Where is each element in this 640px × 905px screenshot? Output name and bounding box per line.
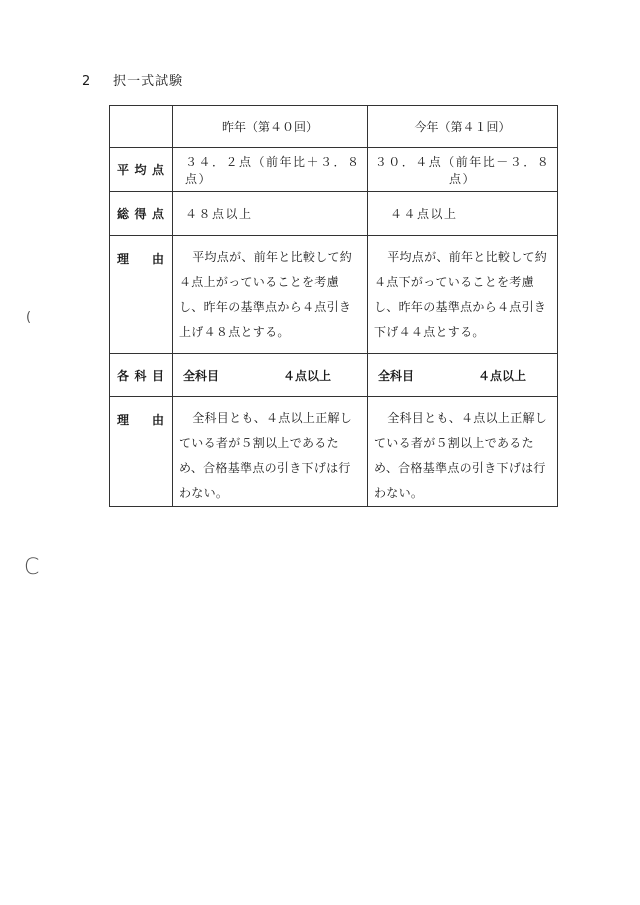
total-reason-prev-text: 平均点が、前年と比較して約４点上がっていることを考慮し、昨年の基準点から４点引き上げ４８点とする。 xyxy=(179,250,353,339)
average-curr: ３０．４点（前年比－３．８点） xyxy=(368,148,558,192)
row-label-average: 平均点 xyxy=(110,148,173,192)
subjects-reason-prev xyxy=(173,397,368,507)
section-heading xyxy=(82,70,183,89)
subjects-curr-points: ４点以上 xyxy=(478,368,527,383)
table-row-subjects xyxy=(110,354,558,397)
header-empty-cell xyxy=(110,106,173,148)
total-reason-prev xyxy=(173,236,368,354)
table-row-total xyxy=(110,192,558,236)
table-row-subjects-reason xyxy=(110,397,558,507)
header-curr-year: 今年（第４１回） xyxy=(368,106,558,148)
row-label-total-reason: 理由 xyxy=(110,236,173,354)
total-reason-curr-text: 平均点が、前年と比較して約４点下がっていることを考慮し、昨年の基準点から４点引き下げ４４点とする。 xyxy=(374,250,548,339)
table-row-average xyxy=(110,148,558,192)
margin-mark-c: C xyxy=(24,555,40,580)
table-row-total-reason xyxy=(110,236,558,354)
row-label-total: 総得点 xyxy=(110,192,173,236)
results-table xyxy=(109,105,558,507)
subjects-reason-curr xyxy=(368,397,558,507)
margin-mark-paren: ( xyxy=(26,310,32,325)
subjects-prev-points: ４点以上 xyxy=(283,368,332,383)
section-number: 2 xyxy=(82,74,92,89)
total-reason-curr xyxy=(368,236,558,354)
subjects-reason-curr-text: 全科目とも、４点以上正解している者が５割以上であるため、合格基準点の引き下げは行わない。 xyxy=(374,411,548,500)
subjects-curr-name: 全科目 xyxy=(378,368,415,383)
total-prev: ４８点以上 xyxy=(173,192,368,236)
subjects-curr xyxy=(368,354,558,397)
header-prev-year: 昨年（第４０回） xyxy=(173,106,368,148)
section-title: 択一式試験 xyxy=(113,74,184,89)
row-label-subjects: 各科目 xyxy=(110,354,173,397)
subjects-prev-name: 全科目 xyxy=(183,368,220,383)
average-prev: ３４．２点（前年比＋３．８点） xyxy=(173,148,368,192)
subjects-reason-prev-text: 全科目とも、４点以上正解している者が５割以上であるため、合格基準点の引き下げは行わない。 xyxy=(179,411,353,500)
row-label-subjects-reason: 理由 xyxy=(110,397,173,507)
subjects-prev xyxy=(173,354,368,397)
total-curr: ４４点以上 xyxy=(368,192,558,236)
table-header-row xyxy=(110,106,558,148)
